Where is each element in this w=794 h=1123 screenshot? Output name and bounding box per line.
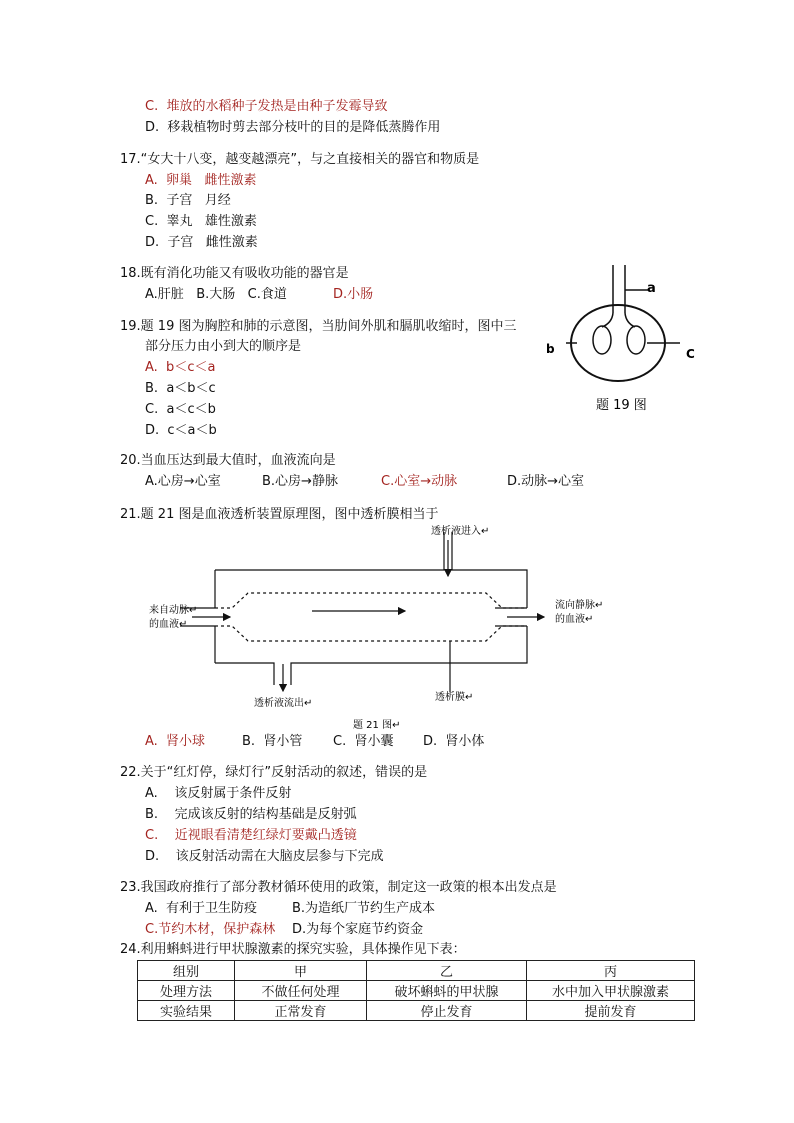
q16-option-c: C. 堆放的水稻种子发热是由种子发霉导致 [145, 99, 388, 114]
q24-stem: 24.利用蝌蚪进行甲状腺激素的探究实验，具体操作见下表： [120, 942, 466, 957]
q17-option-b: B. 子宫 月经 [145, 193, 231, 208]
q19-thorax-diagram [540, 265, 710, 425]
q19-stem-line2: 部分压力由小到大的顺序是 [145, 339, 302, 354]
table-cell: 停止发育 [367, 1001, 527, 1021]
q21-label-membrane: 透析膜↵ [435, 692, 474, 703]
q19-label-b: b [546, 342, 555, 356]
q17-option-a: A. 卵巢 雌性激素 [145, 173, 257, 188]
table-header-cell: 甲 [235, 961, 367, 981]
q22-option-c: C. 近视眼看清楚红绿灯要戴凸透镜 [145, 828, 357, 843]
q22-option-b: B. 完成该反射的结构基础是反射弧 [145, 807, 357, 822]
table-cell: 实验结果 [138, 1001, 235, 1021]
table-header-cell: 组别 [138, 961, 235, 981]
q18-options-abc: A.肝脏 B.大肠 C.食道 [145, 287, 287, 302]
table-header-cell: 丙 [527, 961, 695, 981]
q23-option-a: A. 有利于卫生防疫 [145, 901, 258, 916]
q19-option-b: B. a＜b＜c [145, 381, 216, 396]
q19-option-d: D. c＜a＜b [145, 423, 217, 438]
table-cell: 正常发育 [235, 1001, 367, 1021]
q19-stem-line1: 19.题 19 图为胸腔和肺的示意图，当肋间外肌和膈肌收缩时，图中三 [120, 319, 517, 334]
q17-option-c: C. 睾丸 雄性激素 [145, 214, 257, 229]
q21-dialysis-diagram [140, 520, 610, 735]
q18-option-d: D.小肠 [333, 287, 374, 302]
q19-label-c: C [686, 347, 695, 361]
q21-label-in-fluid: 透析液进入↵ [431, 526, 490, 537]
q21-option-b: B. 肾小管 [242, 734, 303, 749]
table-cell: 水中加入甲状腺激素 [527, 981, 695, 1001]
q20-option-c: C.心室→动脉 [381, 474, 458, 489]
q20-stem: 20.当血压达到最大值时，血液流向是 [120, 453, 336, 468]
q19-caption: 题 19 图 [596, 398, 647, 413]
table-cell: 提前发育 [527, 1001, 695, 1021]
q18-stem: 18.既有消化功能又有吸收功能的器官是 [120, 266, 349, 281]
q21-stem: 21.题 21 图是血液透析装置原理图，图中透析膜相当于 [120, 507, 439, 522]
q19-label-a: a [647, 281, 656, 296]
q21-option-d: D. 肾小体 [423, 734, 485, 749]
q17-stem: 17.“女大十八变，越变越漂亮”，与之直接相关的器官和物质是 [120, 152, 480, 167]
q21-label-arterial-2: 的血液↵ [149, 619, 188, 630]
q23-stem: 23.我国政府推行了部分教材循环使用的政策，制定这一政策的根本出发点是 [120, 880, 557, 895]
q22-option-d: D. 该反射活动需在大脑皮层参与下完成 [145, 849, 384, 864]
q21-caption: 题 21 图↵ [353, 720, 401, 731]
q21-label-venous-1: 流向静脉↵ [555, 600, 604, 611]
q19-option-a: A. b＜c＜a [145, 360, 216, 375]
table-row [138, 1001, 695, 1021]
q16-option-d: D. 移栽植物时剪去部分枝叶的目的是降低蒸腾作用 [145, 120, 441, 135]
table-row [138, 981, 695, 1001]
q21-label-venous-2: 的血液↵ [555, 614, 594, 625]
q23-option-b: B.为造纸厂节约生产成本 [292, 901, 436, 916]
q17-option-d: D. 子宫 雌性激素 [145, 235, 258, 250]
table-cell: 不做任何处理 [235, 981, 367, 1001]
q21-option-a: A. 肾小球 [145, 734, 206, 749]
q23-option-d: D.为每个家庭节约资金 [292, 922, 424, 937]
q21-label-arterial-1: 来自动脉↵ [149, 605, 198, 616]
q20-option-d: D.动脉→心室 [507, 474, 585, 489]
q20-option-a: A.心房→心室 [145, 474, 221, 489]
q19-option-c: C. a＜c＜b [145, 402, 216, 417]
q22-stem: 22.关于“红灯停，绿灯行”反射活动的叙述，错误的是 [120, 765, 428, 780]
table-cell: 处理方法 [138, 981, 235, 1001]
table-cell: 破坏蝌蚪的甲状腺 [367, 981, 527, 1001]
q24-table [137, 960, 695, 1021]
table-header-cell: 乙 [367, 961, 527, 981]
q23-option-c: C.节约木材，保护森林 [145, 922, 276, 937]
q21-label-out-fluid: 透析液流出↵ [254, 698, 313, 709]
table-header-row [138, 961, 695, 981]
q22-option-a: A. 该反射属于条件反射 [145, 786, 292, 801]
q21-option-c: C. 肾小囊 [333, 734, 394, 749]
q20-option-b: B.心房→静脉 [262, 474, 338, 489]
